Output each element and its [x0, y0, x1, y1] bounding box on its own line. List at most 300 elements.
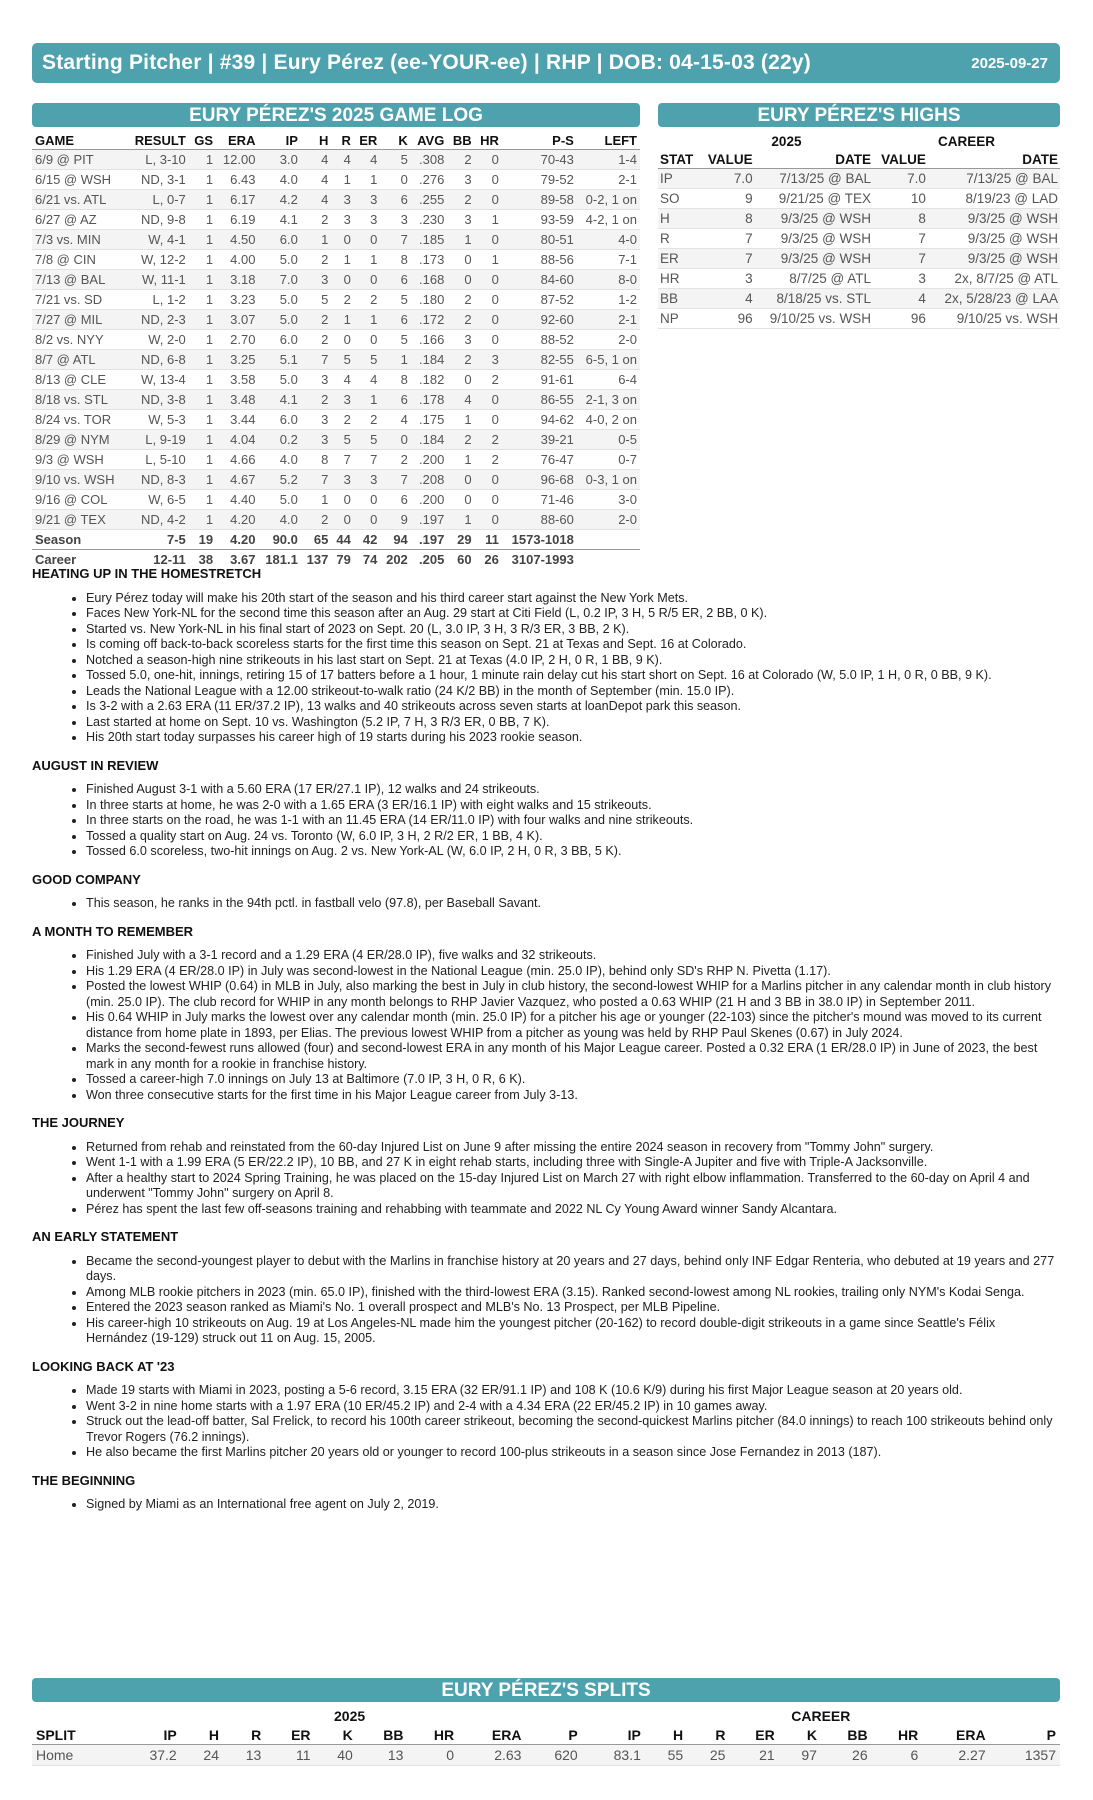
game-log-cell: 5	[331, 350, 354, 370]
game-log-cell: .178	[411, 390, 448, 410]
game-log-cell: 3	[447, 330, 474, 350]
game-log-cell: 7/8 @ CIN	[32, 250, 126, 270]
list-item: • His 1.29 ERA (4 ER/28.0 IP) in July was second-lowest in the National League (min. 25.0 IP), behind only SD's RHP N. Pivetta (1.17).	[86, 964, 1060, 980]
list-item: • His career-high 10 strikeouts on Aug. 19 at Los Angeles-NL made him the youngest pitcher (20-162) to record double-digit strikeouts in a game since Seattle's Félix Hernández (19-129) struck out 11 on Aug. 15, 2005.	[86, 1316, 1060, 1347]
game-log-cell: 3	[380, 210, 410, 230]
highs-cell: 4	[873, 289, 928, 309]
game-log-cell: 5.0	[258, 490, 300, 510]
table-row	[32, 230, 640, 250]
game-log-cell: 0-3, 1 on	[577, 470, 640, 490]
table-row	[32, 490, 640, 510]
totals-cell: 181.1	[258, 550, 300, 570]
game-log-cell: .172	[411, 310, 448, 330]
highs-cell: HR	[658, 269, 700, 289]
game-log-cell: .175	[411, 410, 448, 430]
highs-cell: 7	[700, 229, 755, 249]
game-log-cell: 6.0	[258, 330, 300, 350]
list-item: • Finished July with a 3-1 record and a 1.29 ERA (4 ER/28.0 IP), five walks and 32 strikeouts.	[86, 948, 1060, 964]
game-log-cell: 0	[475, 270, 502, 290]
bullet-list	[32, 948, 1060, 1103]
highs-cell: 8/7/25 @ ATL	[755, 269, 873, 289]
game-log-header-row	[32, 132, 640, 150]
game-log-cell: 4.50	[216, 230, 258, 250]
totals-cell: 202	[380, 550, 410, 570]
highs-cell: 8/18/25 vs. STL	[755, 289, 873, 309]
game-log-cell: 7/21 vs. SD	[32, 290, 126, 310]
game-log-cell: 9/21 @ TEX	[32, 510, 126, 530]
splits-cell: 2.63	[458, 1745, 525, 1766]
game-log-cell: 80-51	[502, 230, 577, 250]
game-log-cell: 6.43	[216, 170, 258, 190]
totals-cell: 79	[331, 550, 354, 570]
highs-cell: 7/13/25 @ BAL	[928, 169, 1060, 189]
game-log-cell: 4	[331, 150, 354, 170]
game-log-cell: 7/3 vs. MIN	[32, 230, 126, 250]
highs-body	[658, 169, 1060, 329]
splits-body	[32, 1745, 1060, 1766]
game-log-cell: 2	[331, 410, 354, 430]
game-log-cell: 0	[475, 410, 502, 430]
game-log-cell: .308	[411, 150, 448, 170]
highs-cell: H	[658, 209, 700, 229]
table-row	[32, 310, 640, 330]
game-log-cell: 82-55	[502, 350, 577, 370]
game-log-cell: 1	[331, 250, 354, 270]
game-log-cell: 1	[447, 410, 474, 430]
totals-cell: 1573-1018	[502, 530, 577, 550]
game-log-cell: 4.1	[258, 390, 300, 410]
totals-cell: 7-5	[126, 530, 189, 550]
game-log-cell: 9/16 @ COL	[32, 490, 126, 510]
splits-group-blank	[32, 1706, 118, 1725]
splits-group-2025: 2025	[334, 1707, 366, 1724]
game-log-cell: ND, 4-2	[126, 510, 189, 530]
game-log-cell: 8/24 vs. TOR	[32, 410, 126, 430]
game-log-cell: 4.0	[258, 170, 300, 190]
highs-table	[658, 132, 1060, 329]
table-row	[658, 229, 1060, 249]
highs-cell: 7.0	[873, 169, 928, 189]
game-log-cell: 4	[331, 370, 354, 390]
splits-group-row	[32, 1706, 1060, 1725]
game-log-cell: 0	[475, 170, 502, 190]
game-log-cell: 4	[447, 390, 474, 410]
game-log-cell: .230	[411, 210, 448, 230]
game-log-cell: 4	[301, 170, 331, 190]
totals-cell: Season	[32, 530, 126, 550]
highs-cell: 9/3/25 @ WSH	[755, 229, 873, 249]
highs-cell: NP	[658, 309, 700, 329]
game-log-cell: .182	[411, 370, 448, 390]
splits-header-cell: HR	[872, 1725, 923, 1745]
game-log-cell: 0	[331, 330, 354, 350]
game-log-cell: ND, 2-3	[126, 310, 189, 330]
highs-cell: 7.0	[700, 169, 755, 189]
game-log-cell: 87-52	[502, 290, 577, 310]
game-log-cell: 7-1	[577, 250, 640, 270]
list-item: • After a healthy start to 2024 Spring Training, he was placed on the 15-day Injured List on March 27 with right elbow inflammation. Transferred to the 60-day on April 4 and underwent "Tommy John" surgery on April 8.	[86, 1171, 1060, 1202]
game-log-cell: 8-0	[577, 270, 640, 290]
game-log-cell: 7	[301, 350, 331, 370]
splits-cell: 83.1	[582, 1745, 645, 1766]
game-log-cell: 1	[301, 490, 331, 510]
game-log-cell: 0	[447, 470, 474, 490]
header-banner	[32, 43, 1060, 83]
table-row	[658, 249, 1060, 269]
game-log-cell: 8	[380, 250, 410, 270]
highs-cell: 7/13/25 @ BAL	[755, 169, 873, 189]
game-log-cell: 2	[447, 290, 474, 310]
table-row	[32, 170, 640, 190]
game-log-cell: 4-0	[577, 230, 640, 250]
game-log-cell: 0	[354, 510, 380, 530]
section-heading: THE JOURNEY	[32, 1115, 125, 1130]
list-item: • In three starts on the road, he was 1-1 with an 11.45 ERA (14 ER/11.0 IP) with four walks and nine strikeouts.	[86, 813, 1060, 829]
splits-header-cell: ER	[265, 1725, 314, 1745]
game-log-cell: 0	[447, 370, 474, 390]
bullet-list	[32, 782, 1060, 860]
game-log-cell: .197	[411, 510, 448, 530]
game-log-cell: 4.20	[216, 510, 258, 530]
game-log-cell: 4-0, 2 on	[577, 410, 640, 430]
game-log-cell: .166	[411, 330, 448, 350]
game-log-cell: 3.07	[216, 310, 258, 330]
game-log-cell: 3.25	[216, 350, 258, 370]
totals-cell: .205	[411, 550, 448, 570]
game-log-cell: 76-47	[502, 450, 577, 470]
game-log-cell: 8/7 @ ATL	[32, 350, 126, 370]
game-log-header-cell: R	[331, 132, 354, 150]
highs-cell: 8/19/23 @ LAD	[928, 189, 1060, 209]
game-log-cell: 1	[475, 210, 502, 230]
notes-section	[32, 566, 1060, 1525]
splits-cell: 6	[872, 1745, 923, 1766]
game-log-cell: 5	[380, 290, 410, 310]
game-log-cell: 2	[331, 290, 354, 310]
list-item: • His 0.64 WHIP in July marks the lowest over any calendar month (min. 25.0 IP) for a pitcher his age or younger (22-103) since the pitcher's mound was moved to its current distance from home plate in 1893, per Elias. The previous lowest WHIP from a pitcher as young was held by RHP Paul Skenes (0.67) in July 2024.	[86, 1010, 1060, 1041]
game-log-cell: 1	[189, 290, 216, 310]
game-log-title: EURY PÉREZ'S 2025 GAME LOG	[32, 103, 640, 127]
bullet-list	[32, 1140, 1060, 1218]
game-log-cell: 8/13 @ CLE	[32, 370, 126, 390]
table-row	[658, 269, 1060, 289]
game-log-cell: 2	[301, 510, 331, 530]
table-row	[658, 209, 1060, 229]
game-log-cell: 5.0	[258, 310, 300, 330]
game-log-cell: 8/29 @ NYM	[32, 430, 126, 450]
game-log-cell: 5	[380, 150, 410, 170]
highs-cell: IP	[658, 169, 700, 189]
totals-cell: 29	[447, 530, 474, 550]
section-heading: THE BEGINNING	[32, 1472, 136, 1488]
game-log-cell: L, 5-10	[126, 450, 189, 470]
game-log-cell: 70-43	[502, 150, 577, 170]
highs-cell: 2x, 5/28/23 @ LAA	[928, 289, 1060, 309]
game-log-cell: 2	[447, 190, 474, 210]
game-log-cell: 0-5	[577, 430, 640, 450]
game-log-cell: 4.2	[258, 190, 300, 210]
game-log-cell: L, 0-7	[126, 190, 189, 210]
highs-cell: 96	[700, 309, 755, 329]
splits-cell: Home	[32, 1745, 118, 1766]
game-log-cell: 5	[331, 430, 354, 450]
game-log-cell: 3.44	[216, 410, 258, 430]
list-item: • Is coming off back-to-back scoreless starts for the first time this season on Sept. 21 at Texas and Sept. 16 at Colorado.	[86, 637, 1060, 653]
table-row	[32, 250, 640, 270]
game-log-cell: 96-68	[502, 470, 577, 490]
game-log-cell: 6	[380, 390, 410, 410]
splits-cell: 26	[821, 1745, 872, 1766]
highs-cell: R	[658, 229, 700, 249]
game-log-cell: .185	[411, 230, 448, 250]
game-log-cell: 7.0	[258, 270, 300, 290]
game-log-cell: 1	[189, 390, 216, 410]
game-log-cell: 5.1	[258, 350, 300, 370]
game-log-cell: 2	[475, 370, 502, 390]
bullet-list	[32, 1254, 1060, 1347]
game-log-cell: 3	[354, 210, 380, 230]
game-log-cell: L, 3-10	[126, 150, 189, 170]
game-log-cell: 2	[447, 350, 474, 370]
game-log-cell: 4.66	[216, 450, 258, 470]
game-log-cell: 1	[354, 250, 380, 270]
game-log-cell: 86-55	[502, 390, 577, 410]
game-log-cell: 8/18 vs. STL	[32, 390, 126, 410]
game-log-cell: L, 9-19	[126, 430, 189, 450]
game-log-cell: 92-60	[502, 310, 577, 330]
game-log-cell: 3	[301, 410, 331, 430]
game-log-cell: W, 2-0	[126, 330, 189, 350]
game-log-cell: W, 12-2	[126, 250, 189, 270]
report-date: 2025-09-27	[971, 55, 1048, 72]
list-item: • Started vs. New York-NL in his final start of 2023 on Sept. 20 (L, 3.0 IP, 3 H, 3 R/3 ER, 3 BB, 2 K).	[86, 622, 1060, 638]
game-log-cell: 4	[380, 410, 410, 430]
game-log-cell: W, 4-1	[126, 230, 189, 250]
totals-cell: 12-11	[126, 550, 189, 570]
splits-title: EURY PÉREZ'S SPLITS	[32, 1678, 1060, 1702]
highs-cell: 9/21/25 @ TEX	[755, 189, 873, 209]
game-log-cell: 94-62	[502, 410, 577, 430]
game-log-cell: ND, 6-8	[126, 350, 189, 370]
list-item: • Signed by Miami as an International free agent on July 2, 2019.	[86, 1497, 1060, 1513]
splits-header-cell: ER	[729, 1725, 778, 1745]
splits-cell: 37.2	[118, 1745, 181, 1766]
game-log-cell: 7/27 @ MIL	[32, 310, 126, 330]
highs-header-cell: DATE	[755, 150, 873, 169]
game-log-cell: 1	[189, 310, 216, 330]
game-log-cell: 88-60	[502, 510, 577, 530]
table-row	[658, 189, 1060, 209]
game-log-cell: 2	[301, 390, 331, 410]
splits-header-cell: BB	[357, 1725, 408, 1745]
highs-cell: 9/3/25 @ WSH	[928, 209, 1060, 229]
game-log-cell: 6	[380, 310, 410, 330]
highs-cell: SO	[658, 189, 700, 209]
game-log-cell: 0	[475, 230, 502, 250]
totals-cell: .197	[411, 530, 448, 550]
game-log-cell: 1	[189, 170, 216, 190]
game-log-header-cell: H	[301, 132, 331, 150]
totals-cell	[577, 530, 640, 550]
list-item: • Marks the second-fewest runs allowed (four) and second-lowest ERA in any month of his Major League career. Posted a 0.32 ERA (1 ER/28.0 IP) in June of 2023, the best mark in any month for a rookie in franchise history.	[86, 1041, 1060, 1072]
game-log-cell: 3.18	[216, 270, 258, 290]
splits-cell: 11	[265, 1745, 314, 1766]
game-log-cell: 3	[331, 210, 354, 230]
game-log-cell: 4-2, 1 on	[577, 210, 640, 230]
game-log-cell: 8	[301, 450, 331, 470]
totals-cell: 44	[331, 530, 354, 550]
highs-header-cell: VALUE	[873, 150, 928, 169]
table-row	[658, 289, 1060, 309]
game-log-cell: 0	[331, 510, 354, 530]
game-log-cell: .200	[411, 490, 448, 510]
game-log-cell: 0	[447, 270, 474, 290]
game-log-cell: 4.67	[216, 470, 258, 490]
game-log-cell: 2-1	[577, 170, 640, 190]
splits-header-cell: P	[525, 1725, 581, 1745]
game-log-header-cell: GAME	[32, 132, 126, 150]
game-log-cell: 6.17	[216, 190, 258, 210]
game-log-header-cell: GS	[189, 132, 216, 150]
splits-cell: 55	[645, 1745, 687, 1766]
totals-cell: Career	[32, 550, 126, 570]
table-row	[32, 510, 640, 530]
totals-cell: 4.20	[216, 530, 258, 550]
game-log-cell: 0	[475, 290, 502, 310]
highs-cell: BB	[658, 289, 700, 309]
game-log-cell: 4	[301, 190, 331, 210]
game-log-header-cell: HR	[475, 132, 502, 150]
game-log-header-cell: BB	[447, 132, 474, 150]
game-log-cell: 1	[189, 150, 216, 170]
game-log-cell: 6/21 vs. ATL	[32, 190, 126, 210]
game-log-cell: 1	[189, 350, 216, 370]
list-item: • In three starts at home, he was 2-0 with a 1.65 ERA (3 ER/16.1 IP) with eight walks and 15 strikeouts.	[86, 798, 1060, 814]
game-log-table	[32, 132, 640, 569]
game-log-cell: 0	[447, 250, 474, 270]
game-log-cell: 7	[354, 450, 380, 470]
list-item: • Tossed a quality start on Aug. 24 vs. Toronto (W, 6.0 IP, 3 H, 2 R/2 ER, 1 BB, 4 K).	[86, 829, 1060, 845]
highs-cell: 9/3/25 @ WSH	[928, 229, 1060, 249]
highs-cell: 9/10/25 vs. WSH	[755, 309, 873, 329]
table-row	[32, 430, 640, 450]
list-item: • Tossed a career-high 7.0 innings on July 13 at Baltimore (7.0 IP, 3 H, 0 R, 6 K).	[86, 1072, 1060, 1088]
bullet-list	[32, 591, 1060, 746]
splits-header-cell: R	[687, 1725, 729, 1745]
totals-cell: 3107-1993	[502, 550, 577, 570]
list-item: • Won three consecutive starts for the first time in his Major League career from July 3-13.	[86, 1088, 1060, 1104]
splits-cell: 21	[729, 1745, 778, 1766]
splits-cell: 620	[525, 1745, 581, 1766]
list-item: • Went 1-1 with a 1.99 ERA (5 ER/22.2 IP), 10 BB, and 27 K in eight rehab starts, including three with Single-A Jupiter and five with Triple-A Jacksonville.	[86, 1155, 1060, 1171]
game-log-cell: 12.00	[216, 150, 258, 170]
game-log-cell: 0	[354, 490, 380, 510]
splits-header-cell: BB	[821, 1725, 872, 1745]
game-log-cell: 3	[301, 370, 331, 390]
splits-cell: 40	[315, 1745, 357, 1766]
game-log-cell: 0	[354, 330, 380, 350]
game-log-cell: 6-5, 1 on	[577, 350, 640, 370]
game-log-cell: .173	[411, 250, 448, 270]
highs-cell: ER	[658, 249, 700, 269]
game-log-header-cell: K	[380, 132, 410, 150]
totals-cell: 26	[475, 550, 502, 570]
totals-cell: 38	[189, 550, 216, 570]
game-log-cell: 0	[475, 510, 502, 530]
game-log-cell: 8/2 vs. NYY	[32, 330, 126, 350]
list-item: • Returned from rehab and reinstated from the 60-day Injured List on June 9 after missing the entire 2024 season in recovery from "Tommy John" surgery.	[86, 1140, 1060, 1156]
game-log-cell: 0	[475, 330, 502, 350]
totals-row	[32, 530, 640, 550]
section-heading: AUGUST IN REVIEW	[32, 757, 159, 773]
game-log-cell: 1	[354, 310, 380, 330]
game-log-header-cell: ER	[354, 132, 380, 150]
game-log-cell: 3.58	[216, 370, 258, 390]
highs-cell: 9/3/25 @ WSH	[755, 249, 873, 269]
splits-header-cell: H	[181, 1725, 223, 1745]
game-log-cell: 4.0	[258, 450, 300, 470]
game-log-cell: L, 1-2	[126, 290, 189, 310]
game-log-cell: 3	[354, 470, 380, 490]
game-log-cell: W, 11-1	[126, 270, 189, 290]
splits-header-cell: K	[315, 1725, 357, 1745]
game-log-cell: 1	[331, 170, 354, 190]
highs-group-row	[658, 132, 1060, 150]
table-row	[32, 470, 640, 490]
list-item: • Leads the National League with a 12.00 strikeout-to-walk ratio (24 K/2 BB) in the month of September (min. 15.0 IP).	[86, 684, 1060, 700]
game-log-cell: 7/13 @ BAL	[32, 270, 126, 290]
game-log-cell: 6/15 @ WSH	[32, 170, 126, 190]
game-log-cell: 1	[189, 450, 216, 470]
game-log-cell: 5	[354, 350, 380, 370]
splits-cell: 2.27	[922, 1745, 989, 1766]
game-log-cell: 3	[331, 390, 354, 410]
game-log-cell: .255	[411, 190, 448, 210]
game-log-cell: 7	[380, 470, 410, 490]
game-log-cell: 2-0	[577, 510, 640, 530]
game-log-cell: 0	[447, 490, 474, 510]
list-item: • Is 3-2 with a 2.63 ERA (11 ER/37.2 IP), 13 walks and 40 strikeouts across seven starts at loanDepot park this season.	[86, 699, 1060, 715]
game-log-cell: 2-1, 3 on	[577, 390, 640, 410]
game-log-cell: 2	[301, 210, 331, 230]
splits-header-cell: IP	[582, 1725, 645, 1745]
table-row	[32, 330, 640, 350]
game-log-cell: 2	[447, 430, 474, 450]
game-log-cell: 6.0	[258, 230, 300, 250]
game-log-cell: 4	[301, 150, 331, 170]
game-log-cell: 88-56	[502, 250, 577, 270]
highs-header-cell: VALUE	[700, 150, 755, 169]
game-log-cell: 91-61	[502, 370, 577, 390]
list-item: • Tossed 5.0, one-hit, innings, retiring 15 of 17 batters before a 1 hour, 1 minute rain delay cut his start short on Sept. 16 at Colorado (W, 5.0 IP, 1 H, 0 R, 0 BB, 9 K).	[86, 668, 1060, 684]
totals-cell: 90.0	[258, 530, 300, 550]
game-log-cell: 3.23	[216, 290, 258, 310]
highs-header-cell: DATE	[928, 150, 1060, 169]
game-log-cell: 7	[301, 470, 331, 490]
game-log-cell: 5	[301, 290, 331, 310]
list-item: • Among MLB rookie pitchers in 2023 (min. 65.0 IP), finished with the third-lowest ERA (3.15). Ranked second-lowest among NL rookies, trailing only NYM's Kodai Senga.	[86, 1285, 1060, 1301]
game-log-cell: 1	[189, 490, 216, 510]
game-log-cell: 1	[447, 230, 474, 250]
totals-cell: 65	[301, 530, 331, 550]
splits-cell: 24	[181, 1745, 223, 1766]
game-log-cell: 8	[380, 370, 410, 390]
game-log-cell: 6	[380, 270, 410, 290]
game-log-cell: 0	[475, 390, 502, 410]
game-log-header-cell: AVG	[411, 132, 448, 150]
splits-header-cell: H	[645, 1725, 687, 1745]
game-log-cell: 1	[354, 390, 380, 410]
